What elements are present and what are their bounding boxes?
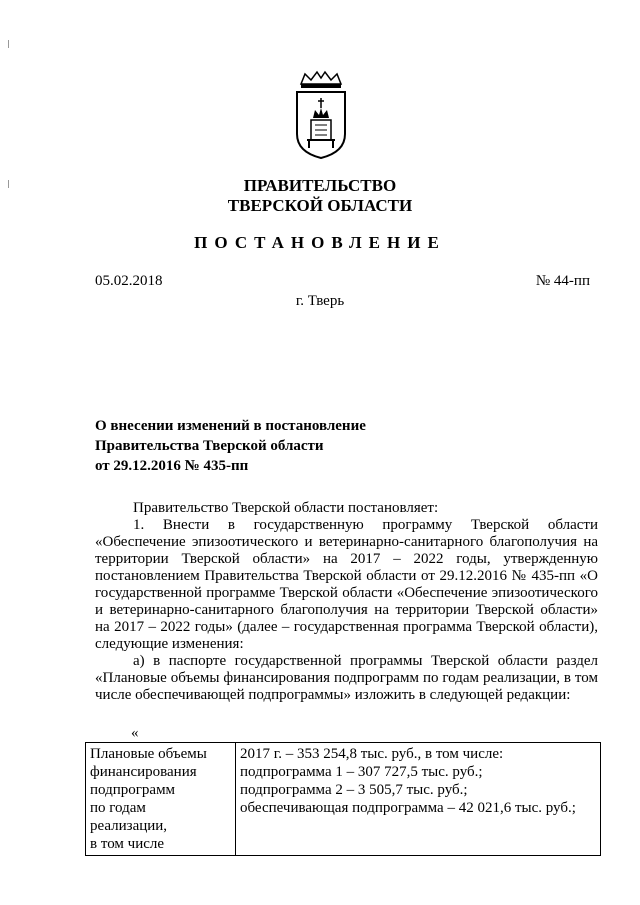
document-body (95, 500, 598, 704)
document-date: 05.02.2018 (95, 273, 163, 289)
cell-line: в том числе (90, 836, 165, 852)
body-paragraph: а) в паспорте государственной программы Тверской области раздел «Плановые объемы финансирования подпрограмм по годам реализации, в том числе обеспечивающей подпрограммы» изложить в следующей редакции: (95, 653, 598, 703)
table-cell-label (86, 743, 236, 856)
cell-line: по годам (90, 800, 146, 816)
table-cell-value (236, 743, 601, 856)
cell-line: обеспечивающая подпрограмма – 42 021,6 тыс. руб.; (240, 800, 576, 816)
subject-line: Правительства Тверской области (95, 438, 324, 454)
subject-line: О внесении изменений в постановление (95, 418, 366, 434)
cell-line: подпрограмм (90, 782, 176, 798)
document-city: г. Тверь (295, 293, 345, 309)
body-paragraph: Правительство Тверской области постановляет: (133, 500, 439, 516)
cell-line: подпрограмма 1 – 307 727,5 тыс. руб.; (240, 764, 483, 780)
government-title-line2: ТВЕРСКОЙ ОБЛАСТИ (227, 196, 413, 215)
document-type: ПОСТАНОВЛЕНИЕ (194, 233, 446, 252)
document-subject (95, 416, 366, 476)
document-number: № 44-пп (535, 273, 590, 289)
scan-mark (8, 40, 9, 48)
opening-quote: « (131, 725, 139, 741)
cell-line: Плановые объемы (90, 746, 207, 762)
coat-of-arms-emblem (293, 70, 349, 160)
financing-table (85, 742, 601, 856)
cell-line: подпрограмма 2 – 3 505,7 тыс. руб.; (240, 782, 468, 798)
government-title-line1: ПРАВИТЕЛЬСТВО (243, 176, 397, 195)
cell-line: реализации, (90, 818, 168, 834)
subject-line: от 29.12.2016 № 435-пп (95, 458, 249, 474)
cell-line: 2017 г. – 353 254,8 тыс. руб., в том числе: (240, 746, 504, 762)
table-row (86, 743, 601, 856)
body-paragraph: 1. Внести в государственную программу Тверской области «Обеспечение эпизоотического и ветеринарно-санитарного благополучия на территории Тверской области» на 2017 – 2022 годы, утвержденную постановлением Правительства Тверской области от 29.12.2016 № 435-пп «О государственной программе Тверской области «Обеспечение эпизоотического и ветеринарно-санитарного благополучия на территории Тверской области» на 2017 – 2022 годы» (далее – государственная программа Тверской области), следующие изменения: (95, 517, 598, 652)
cell-line: финансирования (90, 764, 197, 780)
